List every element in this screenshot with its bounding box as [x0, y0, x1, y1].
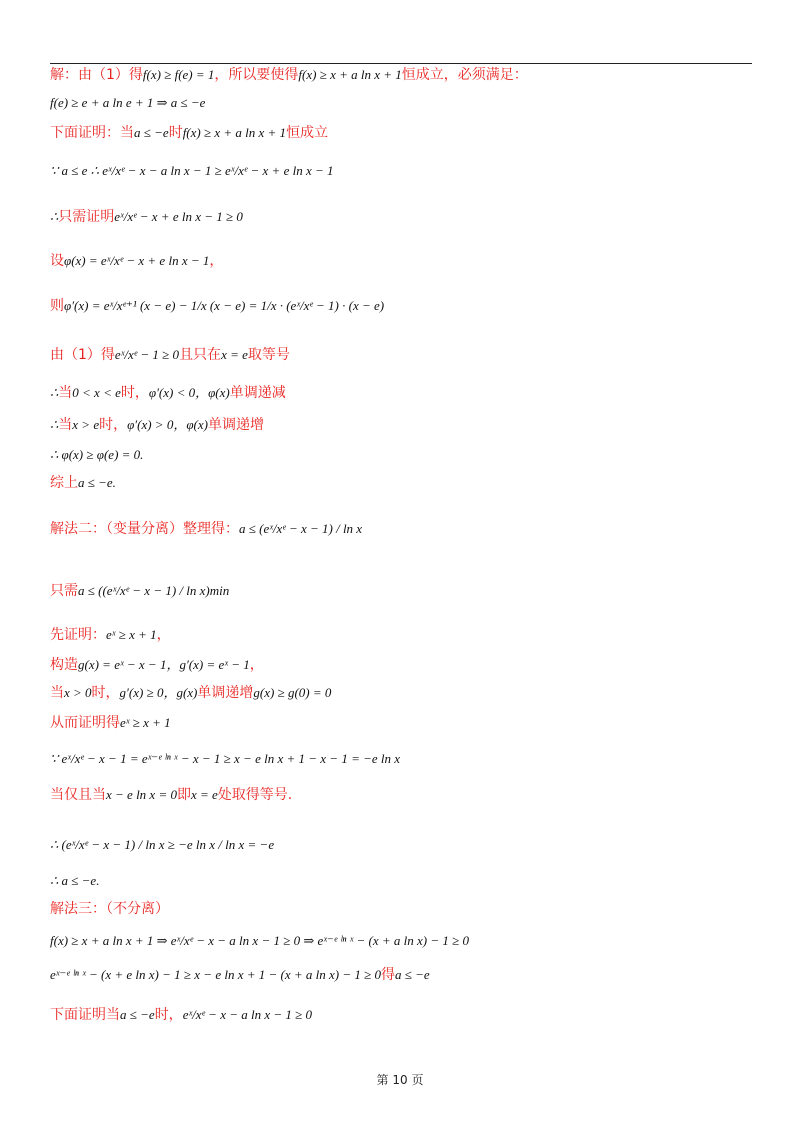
- text-line-10: ∴当x > e时，φ′(x) > 0，φ(x)单调递增: [50, 417, 264, 433]
- text-line-13: 解法二：（变量分离）整理得：a ≤ (eˣ/xᵉ − x − 1) / ln x: [50, 521, 363, 537]
- text-line-18: 从而证明得eˣ ≥ x + 1: [50, 715, 171, 731]
- text-line-14: 只需a ≤ ((eˣ/xᵉ − x − 1) / ln x)min: [50, 583, 230, 599]
- math-line-22: ∴ a ≤ −e.: [50, 873, 100, 888]
- math-line-11: ∴ φ(x) ≥ φ(e) = 0.: [50, 447, 144, 462]
- text-line-1: 解：由（1）得f(x) ≥ f(e) = 1，所以要使得f(x) ≥ x + a ln x + 1恒成立，必须满足：: [50, 67, 528, 83]
- text-line-15: 先证明：eˣ ≥ x + 1，: [50, 627, 171, 643]
- math-line-19: ∵ eˣ/xᵉ − x − 1 = eˣ⁻ᵉ ˡⁿ ˣ − x − 1 ≥ x − e ln x + 1 − x − 1 = −e ln x: [50, 751, 401, 766]
- text-line-7: 则φ′(x) = eˣ/xᵉ⁺¹ (x − e) − 1/x (x − e) = 1/x · (eˣ/xᵉ − 1) · (x − e): [50, 298, 385, 314]
- text-line-3: 下面证明：当a ≤ −e时f(x) ≥ x + a ln x + 1恒成立: [50, 125, 329, 141]
- text-line-8: 由（1）得eˣ/xᵉ − 1 ≥ 0且只在x = e取等号: [50, 347, 290, 363]
- text-line-26: 下面证明当a ≤ −e时，eˣ/xᵉ − x − a ln x − 1 ≥ 0: [50, 1007, 313, 1023]
- text-line-2: f(e) ≥ e + a ln e + 1 ⇒ a ≤ −e: [50, 95, 206, 110]
- math-line-24: f(x) ≥ x + a ln x + 1 ⇒ eˣ/xᵉ − x − a ln x − 1 ≥ 0 ⇒ eˣ⁻ᵉ ˡⁿ ˣ − (x + a ln x) − 1 ≥ 0: [50, 933, 469, 948]
- header-rule: [50, 63, 752, 64]
- page-number: 第 10 页: [376, 1073, 424, 1087]
- text-line-16: 构造g(x) = eˣ − x − 1，g′(x) = eˣ − 1，: [50, 657, 264, 673]
- text-line-5: ∴只需证明eˣ/xᵉ − x + e ln x − 1 ≥ 0: [50, 209, 243, 225]
- text-line-12: 综上a ≤ −e.: [50, 475, 116, 491]
- math-line-21: ∴ (eˣ/xᵉ − x − 1) / ln x ≥ −e ln x / ln x = −e: [50, 837, 275, 852]
- text-line-17: 当x > 0时，g′(x) ≥ 0，g(x)单调递增g(x) ≥ g(0) = 0: [50, 685, 332, 701]
- math-line-4: ∵ a ≤ e ∴ eˣ/xᵉ − x − a ln x − 1 ≥ eˣ/xᵉ − x + e ln x − 1: [50, 163, 334, 178]
- math-line-25: eˣ⁻ᵉ ˡⁿ ˣ − (x + e ln x) − 1 ≥ x − e ln x + 1 − (x + a ln x) − 1 ≥ 0得a ≤ −e: [50, 967, 430, 983]
- text-line-9: ∴当0 < x < e时，φ′(x) < 0，φ(x)单调递减: [50, 385, 286, 401]
- text-line-23: 解法三：（不分离）: [50, 901, 169, 917]
- text-line-6: 设φ(x) = eˣ/xᵉ − x + e ln x − 1，: [50, 253, 224, 269]
- text-line-20: 当仅且当x − e ln x = 0即x = e处取得等号.: [50, 787, 293, 803]
